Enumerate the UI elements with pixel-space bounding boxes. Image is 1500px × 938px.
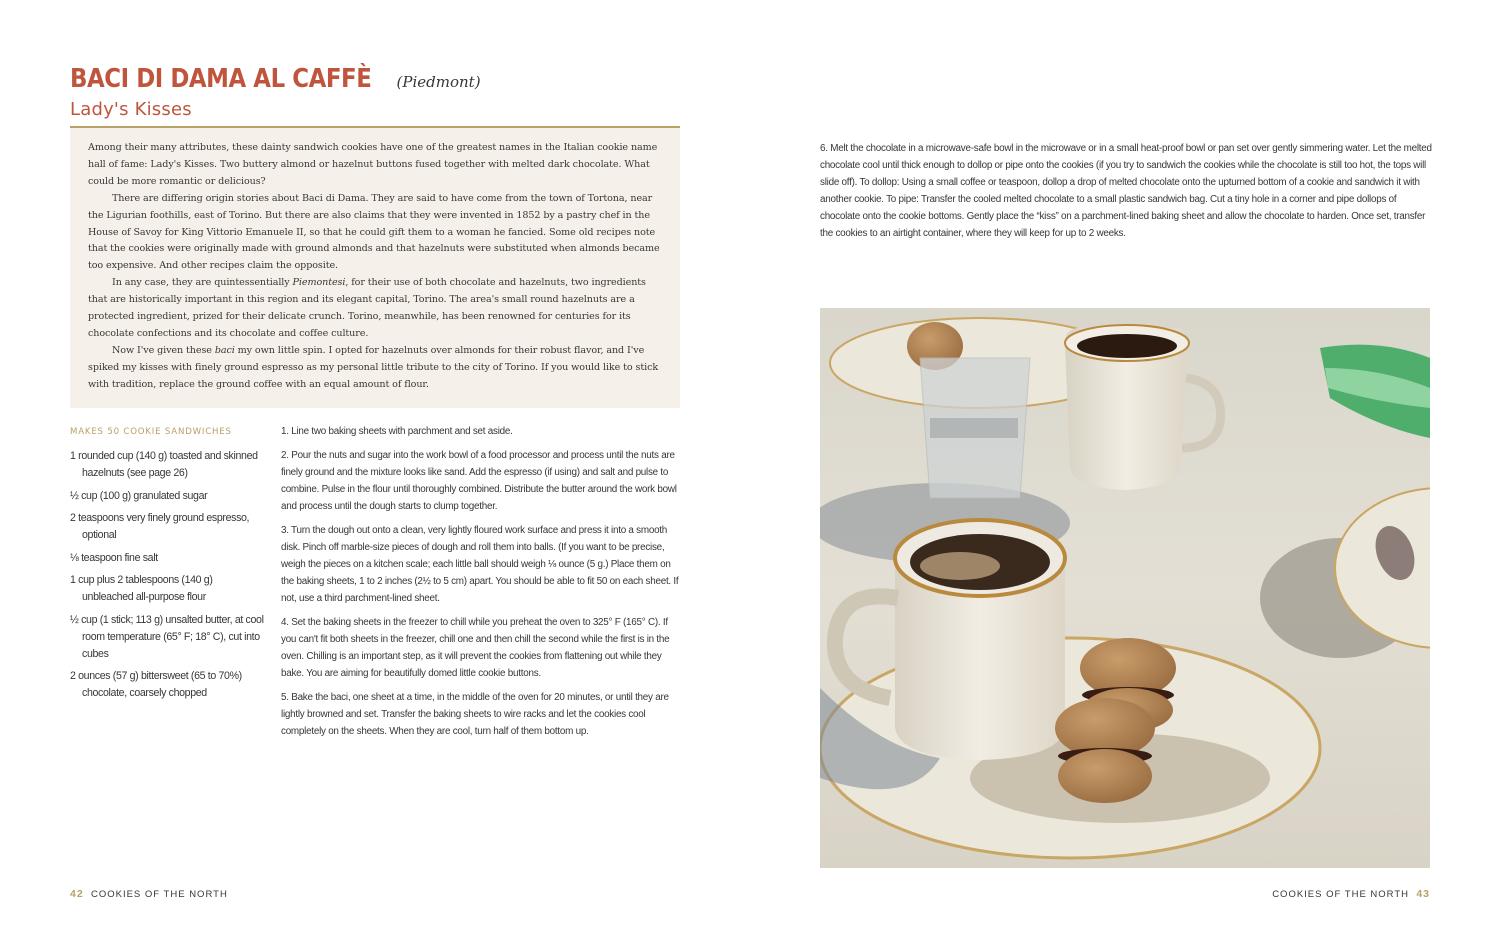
ingredient-list: [70, 448, 265, 708]
ingredient-item: 1 cup plus 2 tablespoons (140 g) unbleached all-purpose flour: [70, 574, 213, 603]
recipe-yield: MAKES 50 COOKIE SANDWICHES: [70, 427, 232, 437]
intro-box: [70, 126, 680, 408]
right-page: [750, 0, 1500, 938]
recipe-photo: [820, 308, 1430, 868]
coffee-and-cookies-illustration: [820, 308, 1430, 868]
intro-paragraph-1: Among their many attributes, these dainty sandwich cookies have one of the greatest names in the Italian cookie name hall of fame: Lady's Kisses. Two buttery almond or hazelnut buttons fused together with melted dark chocolate. What could be more romantic or delicious?: [88, 142, 658, 187]
method-step: 5. Bake the baci, one sheet at a time, in the middle of the oven for 20 minutes, or until they are lightly browned and set. Transfer the baking sheets to wire racks and let the cookies cool completely on the sheets. When they are cool, turn half of them bottom up.: [281, 692, 669, 737]
intro-emphasis: baci: [214, 344, 235, 356]
method-step: 6. Melt the chocolate in a microwave-safe bowl in the microwave or in a small heat-proof bowl or pan set over gently simmering water. Let the melted chocolate cool until thick enough to dollop or pipe onto the cookies (if you try to sandwich the cookies while the chocolate is still too hot, the tops will slide off). To dollop: Using a small coffee or teaspoon, dollop a drop of melted chocolate onto the upturned bottom of a cookie and sandwich it with another cookie. To pipe: Transfer the cooled melted chocolate to a small plastic sandwich bag. Cut a tiny hole in a corner and pipe dollops of chocolate onto the cookie bottoms. Gently place the “kiss” on a parchment-lined baking sheet and allow the chocolate to harden. Once set, transfer the cookies to an airtight container, where they will keep for up to 2 weeks.: [820, 143, 1432, 239]
ingredient-item: ⅛ teaspoon fine salt: [70, 551, 158, 564]
recipe-title: BACI DI DAMA AL CAFFÈ: [70, 64, 372, 94]
ingredient-item: 2 ounces (57 g) bittersweet (65 to 70%) chocolate, coarsely chopped: [70, 670, 242, 699]
method-step: 3. Turn the dough out onto a clean, very lightly floured work surface and press it into a smooth disk. Pinch off marble-size pieces of dough and roll them into balls. (If you want to be precise, weigh the pieces on a kitchen scale; each little ball should weigh ⅛ ounce (5 g.) Place them on the baking sheets, 1 to 2 inches (2½ to 5 cm) apart. You should be able to fit 50 on each sheet. If not, use a third parchment-lined sheet.: [281, 525, 679, 604]
method-steps-continued: [820, 140, 1432, 242]
method-step: 2. Pour the nuts and sugar into the work bowl of a food processor and process until the nuts are finely ground and the mixture looks like sand. Add the espresso (if using) and salt and pulse to combine. Pulse in the flour until thoroughly combined. Distribute the butter around the work bowl and process until the dough starts to clump together.: [281, 450, 677, 512]
method-step: 1. Line two baking sheets with parchment and set aside.: [281, 426, 513, 437]
intro-text: In any case, they are quintessentially: [112, 277, 293, 289]
ingredient-item: 1 rounded cup (140 g) toasted and skinned hazelnuts (see page 26): [70, 450, 258, 479]
intro-text: Now I've given these: [112, 344, 215, 356]
intro-text: my own little spin. I opted for hazelnuts over almonds for their robust flavor, and I've spiked my kisses with finely ground espresso as my personal little tribute to the city of Torino. If you would like to stick with tradition, replace the ground coffee with an equal amount of flour.: [88, 344, 659, 390]
intro-emphasis: Piemontesi: [292, 277, 346, 289]
page-number: 42: [70, 888, 84, 900]
intro-paragraph-3: [88, 275, 662, 343]
title-row: [70, 64, 481, 94]
recipe-region: (Piedmont): [396, 73, 481, 91]
method-steps: [281, 423, 681, 747]
intro-paragraph-4: [88, 343, 662, 394]
ingredient-item: 2 teaspoons very finely ground espresso, optional: [70, 512, 250, 541]
intro-text: , for their use of both chocolate and hazelnuts, two ingredients that are historically important in this region and its elegant capital, Torino. The area's small round hazelnuts are a protected ingredient, prized for their delicate crunch. Torino, meanwhile, has been renowned for centuries for its chocolate confections and its chocolate and coffee culture.: [88, 277, 646, 339]
ingredient-item: ½ cup (100 g) granulated sugar: [70, 489, 208, 502]
page-number: 43: [1416, 888, 1430, 900]
running-footer: COOKIES OF THE NORTH: [90, 889, 228, 900]
intro-paragraph-2: There are differing origin stories about Baci di Dama. They are said to have come from the town of Tortona, near the Ligurian foothills, east of Torino. But there are also claims that they were invented in 1852 by a pastry chef in the House of Savoy for King Vittorio Emanuele II, so that he could gift them to a woman he fancied. Some old recipes note that the cookies were originally made with ground almonds and that hazelnuts were substituted when almonds became too expensive. And other recipes claim the opposite.: [88, 192, 660, 272]
method-step: 4. Set the baking sheets in the freezer to chill while you preheat the oven to 325° F (165° C). If you can't fit both sheets in the freezer, chill one and then chill the second while the first is in the oven. Chilling is an important step, as it will prevent the cookies from flattening out while they bake. You are aiming for beautifully domed little cookie buttons.: [281, 617, 670, 679]
recipe-subtitle: Lady's Kisses: [70, 99, 192, 120]
ingredient-item: ½ cup (1 stick; 113 g) unsalted butter, at cool room temperature (65° F; 18° C), cut into cubes: [70, 613, 264, 660]
page-footer-left: [70, 888, 228, 900]
running-footer: COOKIES OF THE NORTH: [1272, 889, 1410, 900]
page-footer-right: [1272, 888, 1430, 900]
